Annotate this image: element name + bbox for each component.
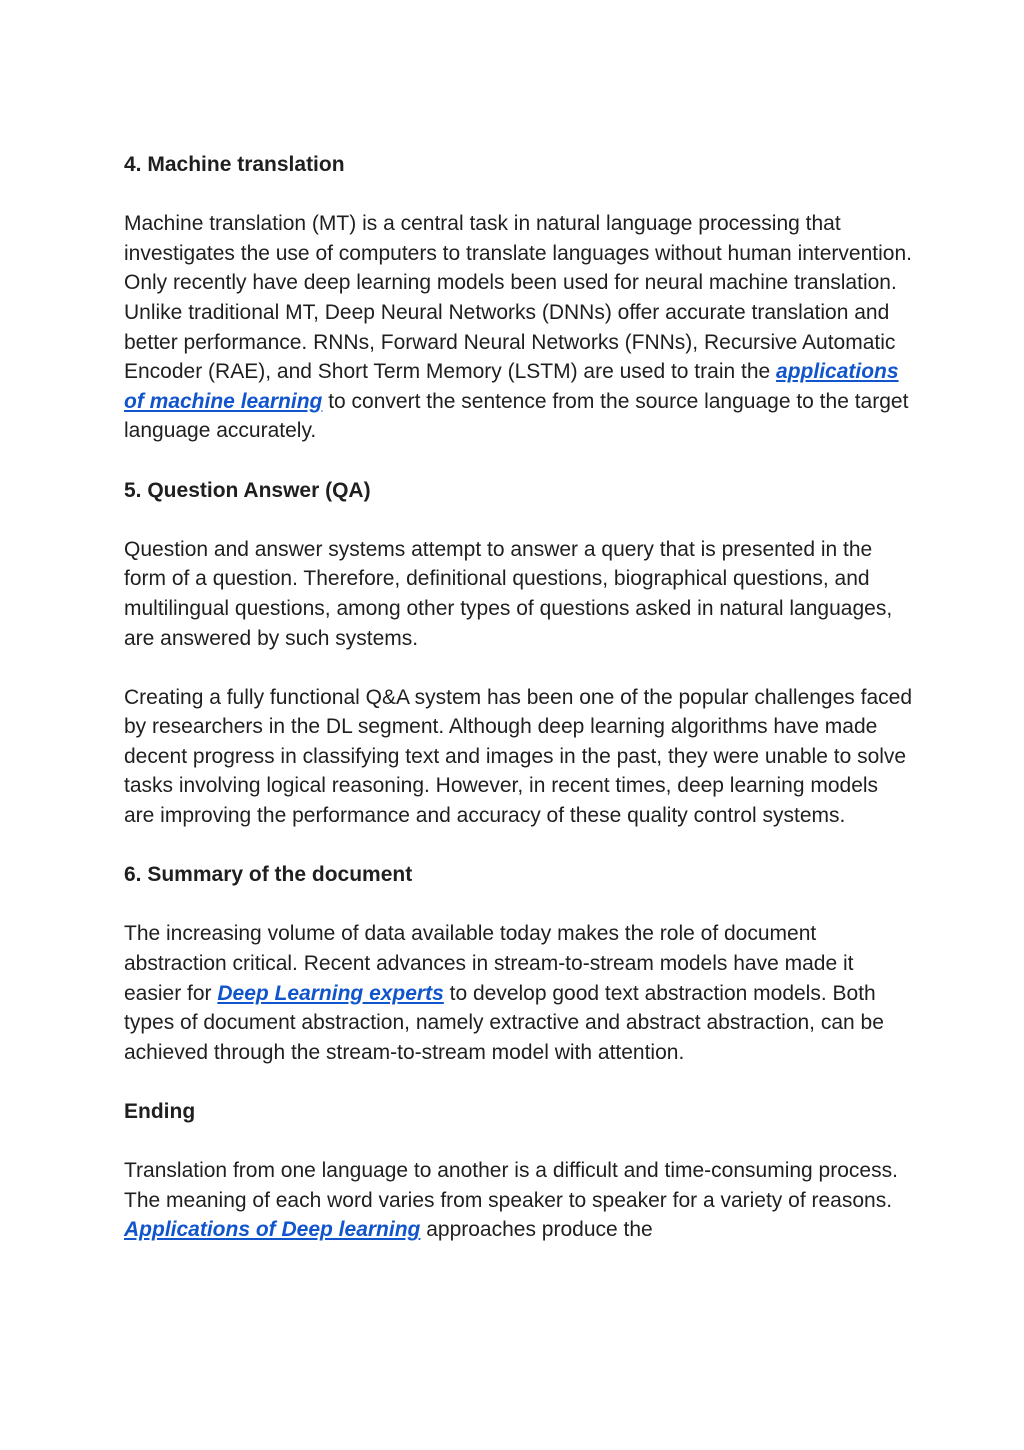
paragraph-machine-translation — [124, 209, 914, 446]
section-heading-question-answer: 5. Question Answer (QA) — [124, 478, 371, 502]
paragraph-text: approaches produce the — [420, 1218, 653, 1242]
paragraph-text: Translation from one language to another is a difficult and time-consuming process. The meaning of each word varies from speaker to speaker for a variety of reasons. — [124, 1159, 898, 1212]
paragraph-text: to convert the sentence from the source language to the target language accurately. — [124, 389, 909, 443]
paragraph-text: Machine translation (MT) is a central task in natural language processing that investigates the use of computers to translate languages without human intervention. Only recently have deep learning models been used for neural machine translation. Unlike traditional MT, Deep Neural Networks (DNNs) offer accurate translation and better performance. RNNs, Forward Neural Networks (FNNs), Recursive Automatic Encoder (RAE), and Short Term Memory (LSTM) are used to train the — [124, 212, 912, 384]
paragraph-summary — [124, 919, 914, 1067]
section-heading-summary: 6. Summary of the document — [124, 863, 413, 887]
paragraph-ending — [124, 1156, 914, 1245]
paragraph-qa-intro: Question and answer systems attempt to answer a query that is presented in the form of a question. Therefore, definitional questions, biographical questions, and multilingual questions, among other types of questions asked in natural languages, are answered by such systems. — [124, 537, 893, 650]
paragraph-qa-challenges: Creating a fully functional Q&A system has been one of the popular challenges faced by researchers in the DL segment. Although deep learning algorithms have made decent progress in classifying text and images in the past, they were unable to solve tasks involving logical reasoning. However, in recent times, deep learning models are improving the performance and accuracy of these quality control systems. — [124, 685, 912, 828]
paragraph-text: The increasing volume of data available today makes the role of document abstraction critical. Recent advances in stream-to-stream models have made it easier for — [124, 922, 854, 1005]
link-applications-of-machine-learning[interactable]: applications of machine learning — [124, 360, 899, 413]
paragraph-text: to develop good text abstraction models. Both types of document abstraction, namely extractive and abstract abstraction, can be achieved through the stream-to-stream model with attention. — [124, 981, 884, 1064]
section-heading-machine-translation: 4. Machine translation — [124, 153, 345, 176]
document-page — [124, 150, 914, 1275]
link-deep-learning-experts[interactable]: Deep Learning experts — [217, 981, 444, 1005]
link-applications-of-deep-learning[interactable]: Applications of Deep learning — [124, 1218, 421, 1242]
section-heading-ending: Ending — [124, 1100, 196, 1123]
